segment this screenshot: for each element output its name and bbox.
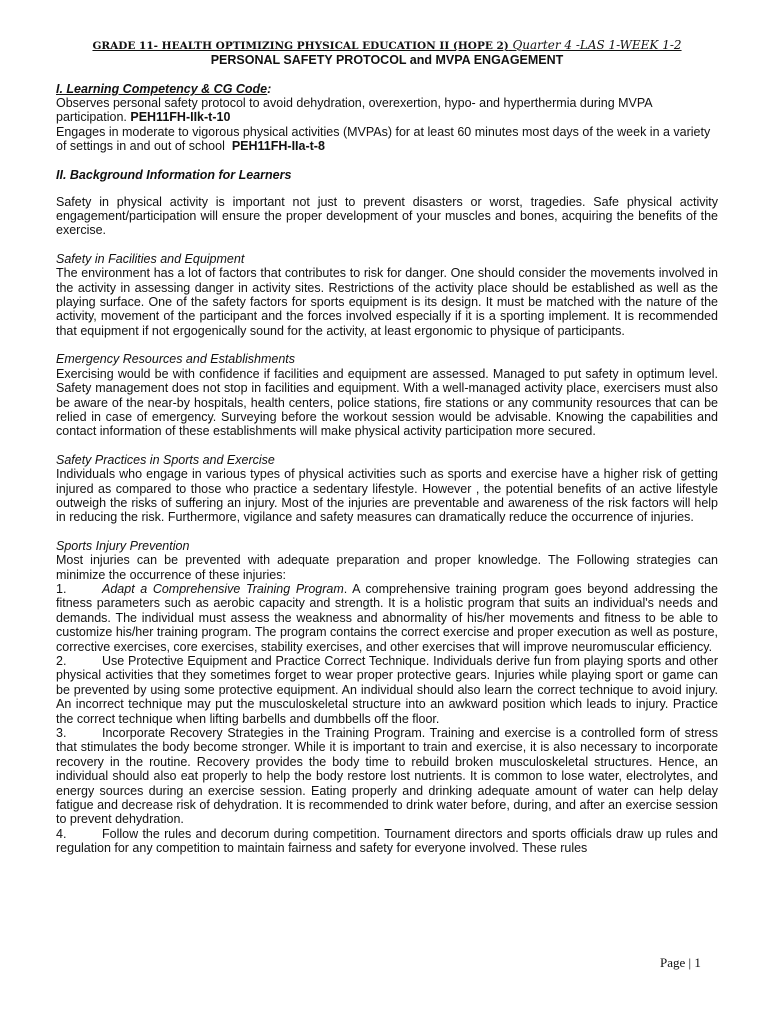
section-2-heading: II. Background Information for Learners <box>56 167 292 182</box>
facilities-subheading: Safety in Facilities and Equipment <box>56 251 245 266</box>
practices-paragraph: Individuals who engage in various types of physical activities such as sports and exercise have a higher risk of getting injured as compared to those who practice a sedentary lifestyle. However , the potential benefits of an active lifestyle outweigh the risks of suffering an injury. Most of the injuries are preventable and awareness of the risk factors will help in reducing the risk. Furthermore, vigilance and safety measures can dramatically reduce the occurrence of injuries. <box>56 467 718 525</box>
emergency-paragraph: Exercising would be with confidence if facilities and equipment are assessed. Managed to put safety in optimum level. Safety management does not stop in facilities and equipment. With a well-managed activity place, exercisers must also be aware of the near-by hospitals, health centers, police stations, fire stations or any community resources that can be relied in case of emergency. Surveying before the workout session would be advisable. Knowing the capabilities and contact information of these establishments will make physical activity participation more secured. <box>56 366 718 439</box>
facilities-paragraph: The environment has a lot of factors that contributes to risk for danger. One should consider the movements involved in the activity in assessing danger in activity sites. Restrictions of the activity place should be established as well as the playing surface. One of the safety factors for sports equipment is its design. It must be matched with the nature of the activity, movement of the participant and the forces involved especially if it is a sporting implement. It is recommended that equipment if not ergogenically sound for the activity, at least ergonomic to physique of participants. <box>56 266 718 338</box>
strategy-lead: Adapt a Comprehensive Training Program <box>102 581 344 596</box>
competency-2-code: PEH11FH-IIa-t-8 <box>231 139 325 154</box>
strategy-number: 3. <box>56 726 67 741</box>
section-1-colon: : <box>267 82 272 96</box>
page-number: Page | 1 <box>660 955 701 970</box>
strategy-item-1 <box>56 582 718 654</box>
competency-1-text: Observes personal safety protocol to avoid dehydration, overexertion, hypo- and hyperthermia during MVPA participation. <box>56 96 652 125</box>
lesson-title: PERSONAL SAFETY PROTOCOL and MVPA ENGAGEMENT <box>210 53 564 67</box>
strategy-number: 4. <box>56 826 67 841</box>
strategy-item-3 <box>56 726 718 827</box>
strategy-item-2 <box>56 654 718 726</box>
strategy-text: Incorporate Recovery Strategies in the Training Program. Training and exercise is a controlled form of stress that stimulates the body become stronger. While it is important to train and exercise, it is also necessary to incorporate recovery in the routine. Recovery provides the body time to rebuild broken musculoskeletal structures. Hence, an individual should also eat properly to help the body restore lost nutrients. It is common to lose water, electrolytes, and energy sources during an exercise session. Eating properly and drinking adequate amount of water can help delay fatigue and decrease risk of dehydration. It is recommended to drink water before, during, and after an exercise session to prevent dehydration. <box>56 726 718 827</box>
course-header <box>56 38 718 52</box>
strategy-text: . A comprehensive training program goes beyond addressing the fitness parameters such as aerobic capacity and strength. It is a holistic program that suits an individual's needs and demands. The individual must assess the weakness and abnormality of his/her movements and fitness to be able to customize his/her training program. The program contains the correct exercise and proper execution as well as posture, corrective exercises, core exercises, stability exercises, and other exercises that will improve neuromuscular efficiency. <box>56 581 719 654</box>
quarter-label: Quarter 4 -LAS 1-WEEK 1-2 <box>512 38 682 52</box>
practices-subheading: Safety Practices in Sports and Exercise <box>56 452 275 467</box>
strategy-text: Follow the rules and decorum during competition. Tournament directors and sports officials draw up rules and regulation for any competition to maintain fairness and safety for everyone involved. These rules <box>56 826 718 856</box>
strategy-text: Use Protective Equipment and Practice Correct Technique. Individuals derive fun from playing sports and other physical activities that they sometimes forget to wear proper protective gears. Injuries while playing sport or game can be prevented by using some protective equipment. An individual should also learn the correct technique to avoid injury. An incorrect technique may put the musculoskeletal structure into an awkward position which leads to injury. Practice the correct technique when lifting barbells and dumbbells off the floor. <box>56 654 718 726</box>
prevention-subheading: Sports Injury Prevention <box>56 538 190 553</box>
strategy-number: 2. <box>56 654 67 668</box>
course-title: GRADE 11- HEALTH OPTIMIZING PHYSICAL EDUCATION II (HOPE 2) <box>92 40 509 52</box>
strategy-number: 1. <box>56 581 67 596</box>
intro-paragraph: Safety in physical activity is important not just to prevent disasters or worst, tragedies. Safe physical activity engagement/participation will ensure the proper development of your muscles and bones, acquiring the benefits of the exercise. <box>56 194 718 238</box>
document-page <box>56 38 718 856</box>
competency-2 <box>56 125 718 154</box>
section-1-title: I. Learning Competency & CG Code <box>56 82 268 96</box>
strategy-item-4 <box>56 827 718 856</box>
competency-1 <box>56 96 718 125</box>
competency-2-text: Engages in moderate to vigorous physical activities (MVPAs) for at least 60 minutes most days of the week in a variety of settings in and out of school <box>56 124 711 154</box>
emergency-subheading: Emergency Resources and Establishments <box>56 352 296 367</box>
competency-1-code: PEH11FH-IIk-t-10 <box>130 110 231 125</box>
prevention-intro: Most injuries can be prevented with adequate preparation and proper knowledge. The Following strategies can minimize the occurrence of these injuries: <box>56 553 718 582</box>
section-1-heading <box>56 82 718 96</box>
